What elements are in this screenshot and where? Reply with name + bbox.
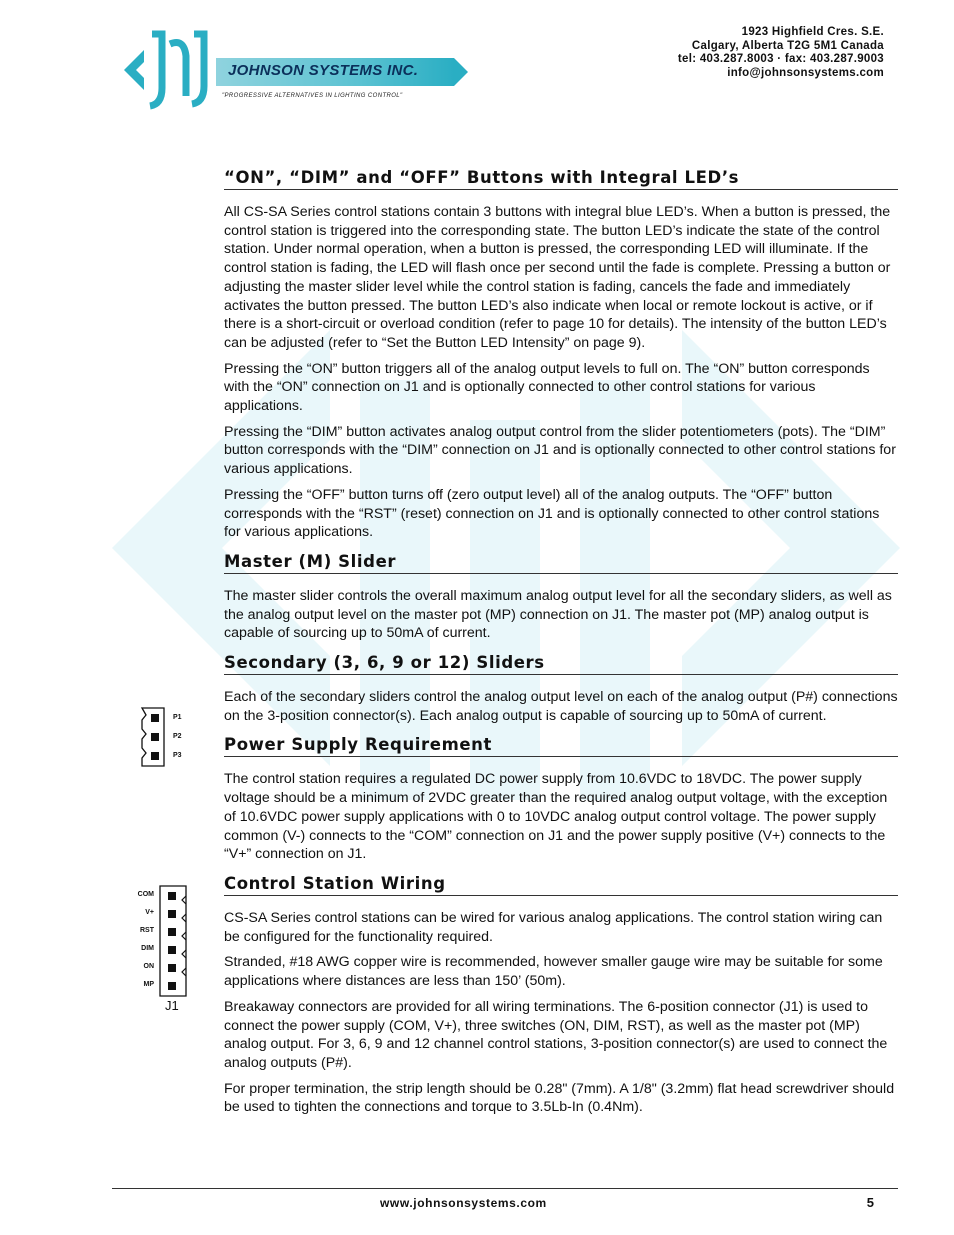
section-title-master-slider: Master (M) Slider: [224, 552, 898, 574]
pin-label-dim: DIM: [141, 945, 154, 952]
section-paragraph: Pressing the “ON” button triggers all of the analog output levels to full on. The “ON” button corresponds with the “ON” connection on J1 and is optionally connected to other control stations for various applications.: [224, 360, 870, 415]
section-paragraph: Breakaway connectors are provided for all wiring terminations. The 6-position connector (J1) is used to connect the power supply (COM, V+), three switches (ON, DIM, RST), as well as the master pot (MP) analog output. For 3, 6, 9 and 12 channel control stations, 3-position connector(s) are used to connect the analog outputs (P#).: [224, 998, 888, 1071]
section-paragraph: Stranded, #18 AWG copper wire is recommended, however smaller gauge wire may be suitable for some applications where distances are less than 150’ (50m).: [224, 954, 883, 990]
pin-label-p1: P1: [173, 714, 182, 721]
logo-mark-icon: [122, 26, 222, 116]
pin-label-rst: RST: [140, 927, 154, 934]
address-street: 1923 Highfield Cres. S.E.: [741, 26, 884, 38]
pin-label-p3: P3: [173, 752, 182, 759]
connector-3-position-icon: [140, 706, 166, 768]
section-paragraph: The control station requires a regulated DC power supply from 10.6VDC to 18VDC. The power supply voltage should be a minimum of 2VDC greater than the required analog output voltage, with the exception of 10.6VDC power supply applications with 0 to 10VDC analog output control voltage. The power supply common (V-) connects to the “COM” connection on J1 and the power supply positive (V+) connects to the “V+” connection on J1.: [224, 771, 888, 863]
banner-arrow-icon: [454, 58, 468, 86]
section-paragraph: Pressing the “DIM” button activates analog output control from the slider potentiometers (pots). The “DIM” button corresponds with the “DIM” connection on J1 and is optionally connected to other control stations for various applications.: [224, 423, 896, 478]
pin-label-com: COM: [137, 891, 154, 898]
footer-divider: [112, 1188, 898, 1189]
connector-3-position: [140, 706, 190, 768]
address-phone: tel: 403.287.8003 · fax: 403.287.9003: [677, 53, 884, 66]
section-title-secondary-sliders: Secondary (3, 6, 9 or 12) Sliders: [224, 653, 898, 675]
section-title-power-supply: Power Supply Requirement: [224, 735, 898, 757]
section-paragraph: The master slider controls the overall maximum analog output level for all the secondary sliders, as well as the analog output level on the master pot (MP) connection on J1. The master pot (MP) analog output is capable of sourcing up to 50mA of current.: [224, 587, 892, 642]
section-paragraph: For proper termination, the strip length should be 0.28" (7mm). A 1/8" (3.2mm) flat head screwdriver should be used to tighten the connections and torque to 3.5Lb-In (0.4Nm).: [224, 1080, 895, 1116]
section-paragraph: Pressing the “OFF” button turns off (zero output level) all of the analog outputs. The “OFF” button corresponds with the “RST” (reset) connection on J1 and is optionally connected to other control stations for various applications.: [224, 486, 880, 541]
connector-j1: [128, 882, 198, 1014]
footer-website: www.johnsonsystems.com: [380, 1196, 547, 1210]
tagline: "PROGRESSIVE ALTERNATIVES IN LIGHTING CONTROL": [222, 93, 403, 99]
address-email: info@johnsonsystems.com: [727, 66, 884, 79]
logo-banner: [216, 58, 454, 86]
company-logo: [122, 26, 462, 116]
connector-j1-icon: [158, 884, 188, 998]
section-title-wiring: Control Station Wiring: [224, 874, 898, 896]
pin-label-vplus: V+: [145, 909, 154, 916]
company-name: JOHNSON SYSTEMS INC.: [228, 62, 419, 79]
section-paragraph: Each of the secondary sliders control the analog output level on each of the analog output (P#) connections on the 3-position connector(s). Each analog output is capable of sourcing up to 50mA of current.: [224, 689, 898, 724]
page-number: 5: [866, 1195, 874, 1210]
section-paragraph: CS-SA Series control stations can be wired for various analog applications. The control station wiring can be configured for the functionality required.: [224, 909, 883, 945]
section-paragraph: All CS-SA Series control stations contain 3 buttons with integral blue LED’s. When a button is pressed, the control station is triggered into the corresponding state. The button LED’s indicate the state of the control station. Under normal operation, when a button is pressed, the corresponding LED will illuminate. If the control station is fading, the LED will flash once per second until the fade is complete. Pressing a button or adjusting the master slider level while the control station is fading, cancels the fade and immediately activates the button pressed. The button LED’s also indicate when local or remote lockout is active, or if there is a short-circuit or overload condition (refer to page 10 for details). The intensity of the button LED’s can be adjusted (refer to “Set the Button LED Intensity” on page 9).: [224, 204, 891, 351]
company-address: [678, 26, 884, 80]
section-title-buttons: “ON”, “DIM” and “OFF” Buttons with Integral LED’s: [224, 168, 898, 190]
address-city: Calgary, Alberta T2G 5M1 Canada: [691, 39, 884, 52]
pin-label-on: ON: [143, 963, 154, 970]
connector-j1-label: J1: [165, 998, 179, 1013]
pin-label-p2: P2: [173, 733, 182, 740]
main-content: [224, 168, 898, 1117]
pin-label-mp: MP: [143, 981, 154, 988]
